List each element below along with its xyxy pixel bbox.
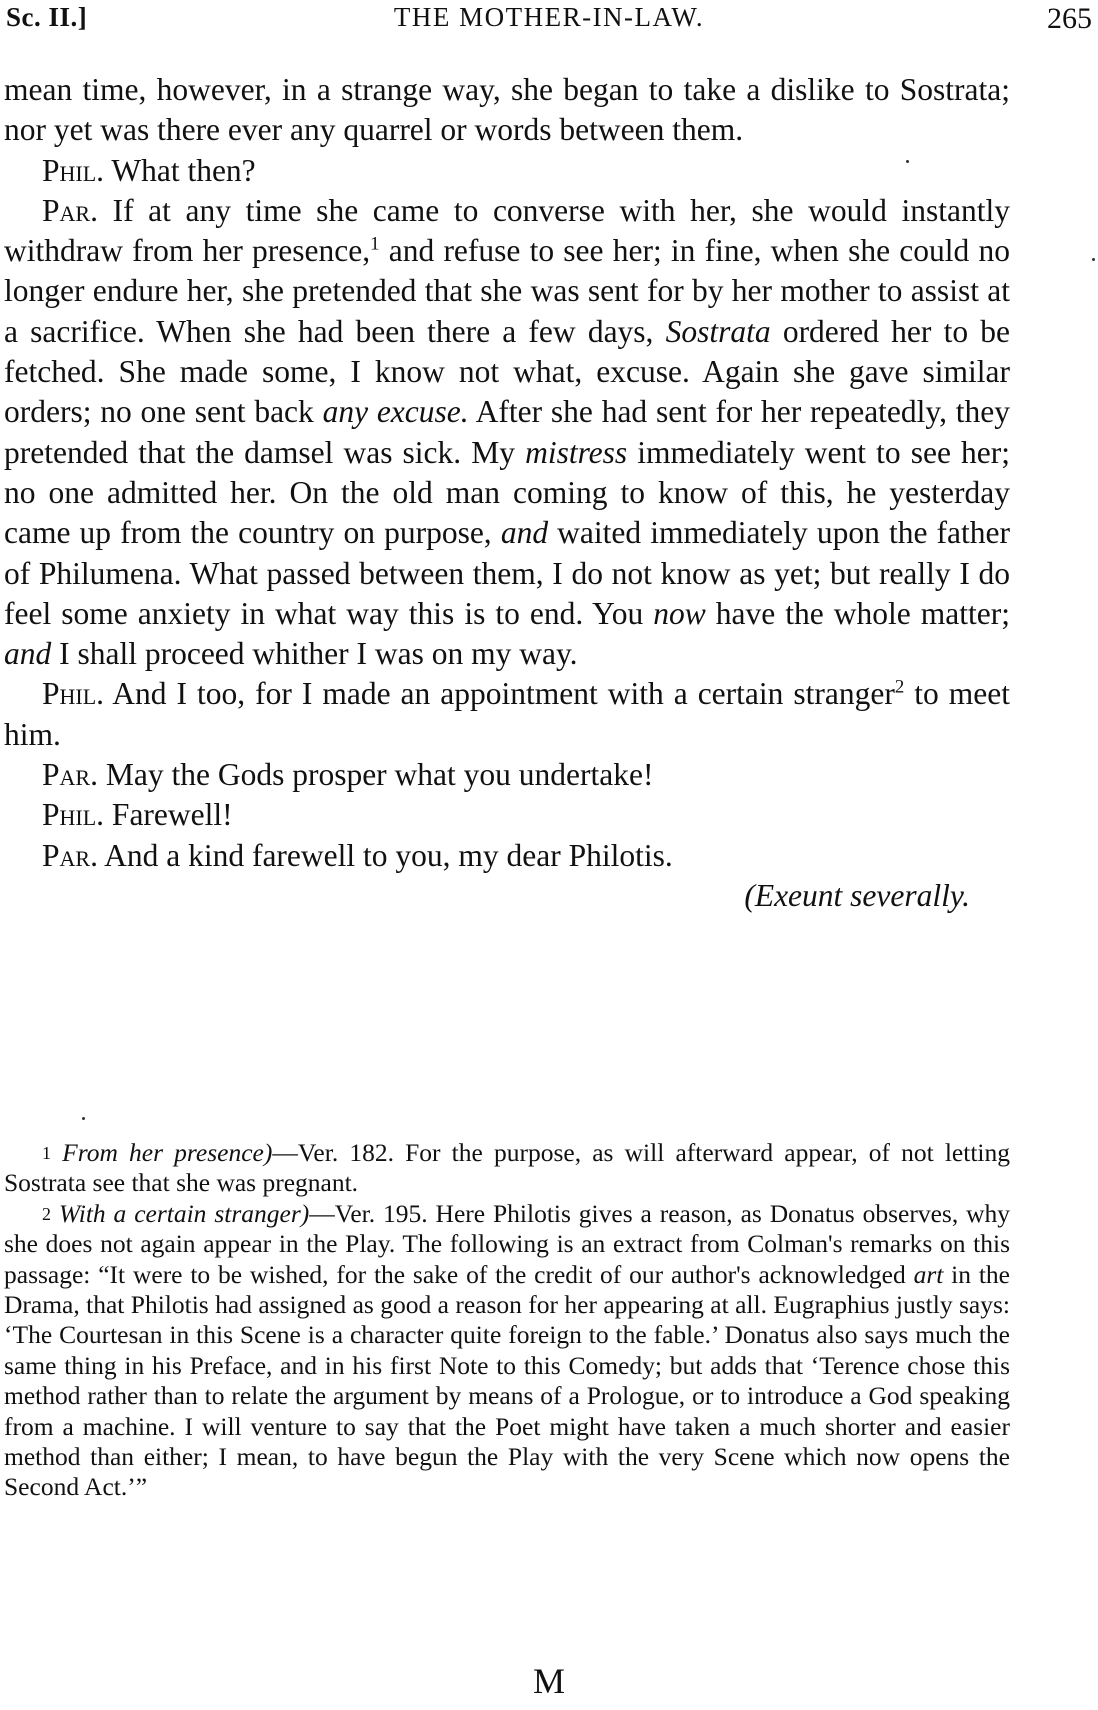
speech-text: and refuse to see her; in fine, when she could no longer endure her, she pretended that she was sent for by her mother to assist at a sacrifice. When she had been there a few days, [4, 233, 1010, 349]
footnotes [4, 1138, 1010, 1503]
speech-text: immediately went to see her; no one admitted her. On the old man coming to know of this, he yesterday came up from the country on purpose, [4, 434, 1010, 551]
speech-text: waited immediately upon the father of Philumena. What passed between them, I do not know as yet; but really I do feel some anxiety in what way this is to end. You [4, 515, 1010, 631]
running-title: THE MOTHER-IN-LAW. [393, 2, 705, 32]
paragraph [4, 70, 1010, 151]
speech-text: After she had sent for her repeatedly, they pretended that the damsel was sick. My [4, 394, 1010, 470]
page-number: 265 [1047, 2, 1092, 35]
footnote-text: in the Drama, that Philotis had assigned as good a reason for her appearing at all. Eugraphius justly says: ‘The Courtesan in this Scene is a character quite foreign to the fable.’ Donatus also says much the same thing in his Preface, and in his first Note to this Comedy; but adds that ‘Terence chose this method rather than to relate the argument by means of a Prologue, or to introduce a God speaking from a machine. I will venture to say that the Poet might have taken a much shorter and easier method than either; I mean, to have begun the Play with the very Scene which now opens the Second Act.’” [4, 1259, 1010, 1502]
footnote-text: —Ver. 182. For the purpose, as will afterward appear, of not letting Sostrata see that she was pregnant. [4, 1138, 1010, 1198]
print-speck [1092, 258, 1095, 261]
speech-par [4, 191, 1010, 675]
footnote-1 [4, 1138, 1010, 1199]
italic-text: now [653, 595, 706, 631]
footnote-text: —Ver. 195. Here Philotis gives a reason, as Donatus observes, why she does not again appear in the Play. The following is an extract from Colman's remarks on this passage: “It were to be wished, for the sake of the credit of our author's acknowledged [4, 1198, 1010, 1289]
speaker-label: Par. [42, 757, 98, 793]
print-speck [906, 160, 909, 163]
speaker-label: Par. [42, 837, 98, 873]
footnote-lemma: With a certain stranger) [58, 1198, 310, 1228]
speaker-label: Phil. [42, 152, 105, 188]
signature-mark: M [532, 1661, 565, 1701]
speech-text: ordered her to be fetched. She made some, I know not what, excuse. Again she gave similar orders; no one sent back [4, 313, 1010, 430]
speech-par [4, 755, 1010, 795]
italic-text: Sostrata [665, 313, 771, 349]
stage-direction [4, 876, 1010, 916]
italic-text: any excuse. [322, 394, 469, 430]
speaker-label: Par. [42, 192, 98, 228]
footnote-number: 1 [42, 1143, 51, 1163]
speaker-label: Phil. [42, 676, 105, 712]
speech-text: And I too, for I made an appointment with a certain stranger [104, 676, 895, 712]
speech-par [4, 836, 1010, 876]
footnote-lemma: From her presence) [62, 1138, 273, 1167]
speech-text: May the Gods prosper what you undertake! [97, 757, 654, 793]
speaker-label: Phil. [42, 797, 105, 833]
italic-text: mistress [525, 434, 628, 470]
footnote-ref: 2 [894, 676, 905, 698]
speech-text: to meet him. [4, 676, 1010, 752]
footnote-2 [4, 1199, 1010, 1503]
speech-phil [4, 674, 1010, 755]
speech-phil [4, 795, 1010, 835]
footnote-ref: 1 [370, 233, 380, 255]
print-speck [82, 1117, 85, 1120]
stage-direction-text: (Exeunt severally. [744, 877, 970, 913]
footnote-number: 2 [42, 1203, 51, 1224]
running-header [6, 2, 1092, 38]
speech-text: I shall proceed whither I was on my way. [51, 636, 578, 672]
speech-text: have the whole matter; [705, 595, 1010, 631]
italic-text: and [500, 515, 549, 551]
italic-text: and [4, 636, 52, 672]
scene-marker: Sc. II.] [6, 2, 88, 32]
speech-phil [4, 151, 1010, 191]
speech-text: What then? [104, 152, 256, 188]
speech-text: If at any time she came to converse with her, she would instantly withdraw from her presence, [4, 192, 1010, 269]
italic-text: art [913, 1259, 944, 1289]
speech-text: Farewell! [104, 797, 233, 833]
paragraph-text: mean time, however, in a strange way, she began to take a dislike to Sostrata; nor yet was there ever any quarrel or words between them. [4, 72, 1010, 148]
main-text [4, 70, 1010, 916]
speech-text: And a kind farewell to you, my dear Philotis. [97, 837, 673, 873]
